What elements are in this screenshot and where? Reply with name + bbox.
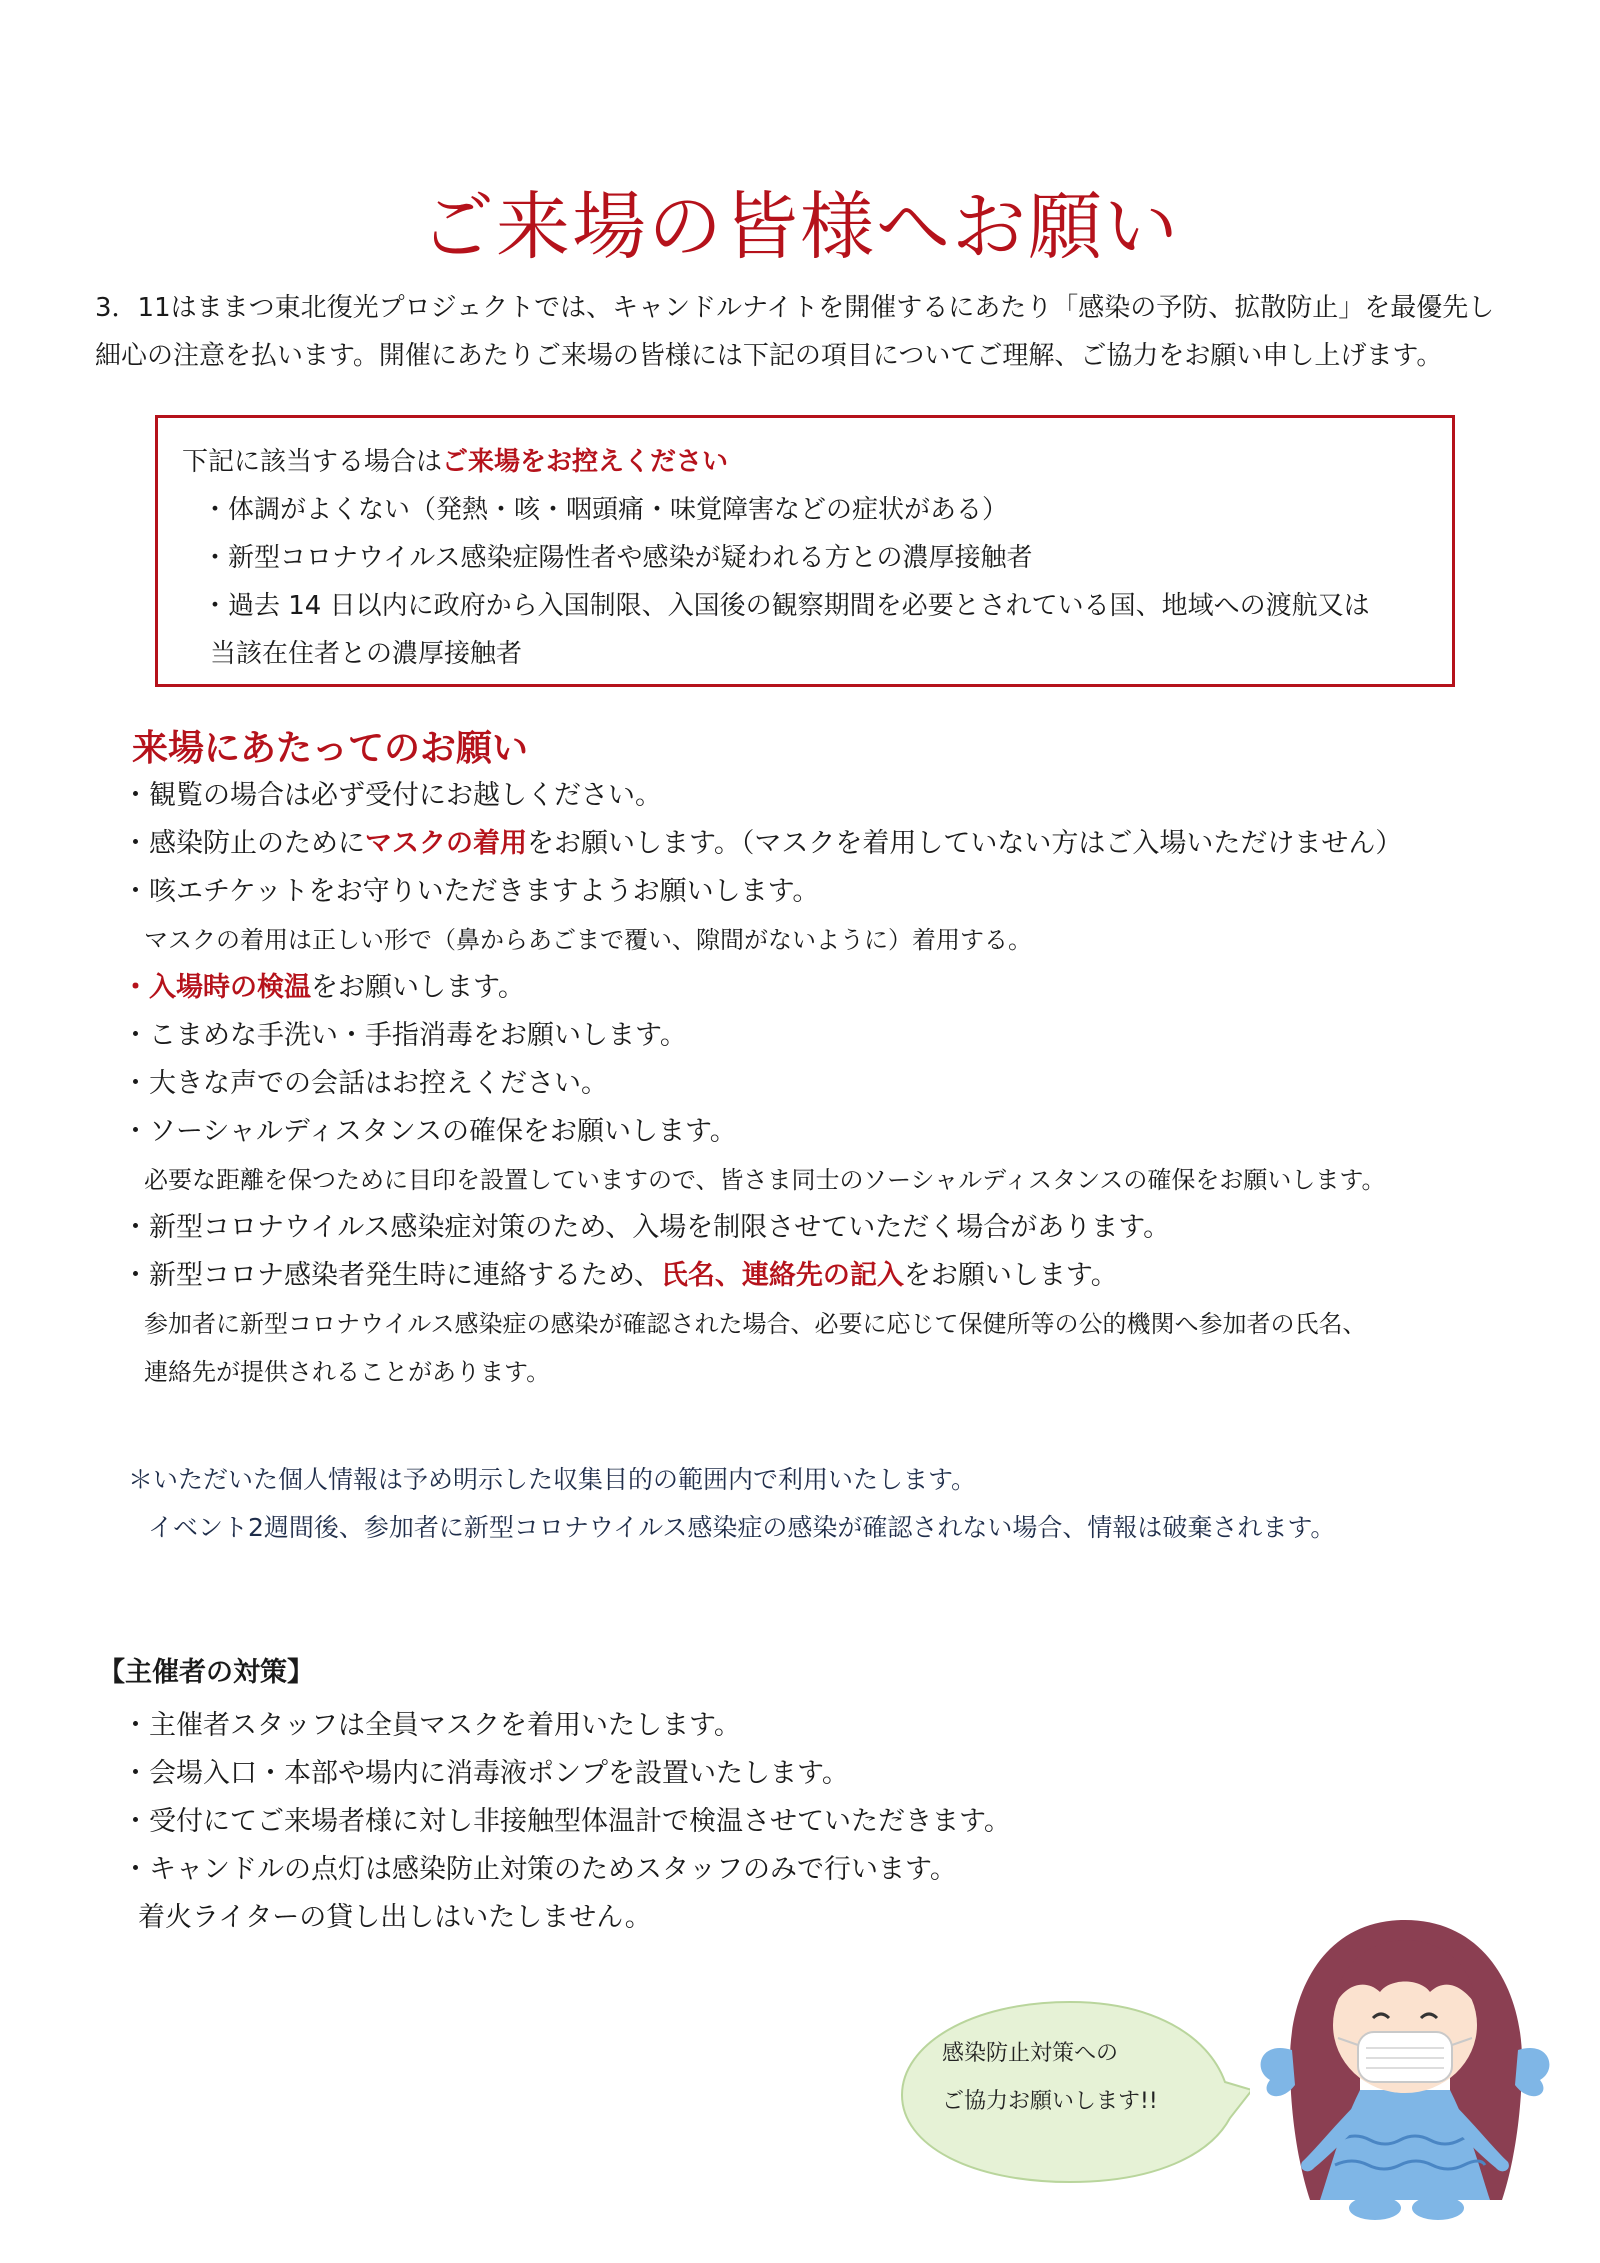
request-highlight: 連絡先の記入 bbox=[741, 1260, 904, 1291]
request-note: 必要な距離を保つために目印を設置していますので、皆さま同士のソーシャルディスタンスの確保をお願いします。 bbox=[144, 1166, 1386, 1194]
organizer-item: ・主催者スタッフは全員マスクを着用いたします。 bbox=[122, 1710, 741, 1741]
request-text: をお願いします。（マスクを着用していない方はご入場いただけません） bbox=[527, 828, 1403, 859]
privacy-line: イベント2週間後、参加者に新型コロナウイルス感染症の感染が確認されない場合、情報は破棄されます。 bbox=[148, 1513, 1336, 1542]
privacy-notice bbox=[128, 1456, 1335, 1552]
request-text: をお願いします。 bbox=[311, 972, 525, 1003]
warning-item-continuation: 当該在住者との濃厚接触者 bbox=[210, 639, 523, 669]
request-note: 参加者に新型コロナウイルス感染症の感染が確認された場合、必要に応じて保健所等の公的機関へ参加者の氏名、 bbox=[144, 1310, 1367, 1338]
request-highlight-separator: 、 bbox=[714, 1260, 742, 1291]
warning-lead-text: 下記に該当する場合は bbox=[182, 447, 443, 477]
request-item bbox=[122, 964, 1562, 1012]
request-note: マスクの着用は正しい形で（鼻からあごまで覆い、隙間がないように）着用する。 bbox=[144, 926, 1032, 954]
organizer-heading: 【主催者の対策】 bbox=[98, 1657, 314, 1688]
request-item: ・観覧の場合は必ず受付にお越しください。 bbox=[122, 780, 662, 811]
requests-list bbox=[122, 772, 1562, 1396]
request-item: ・新型コロナウイルス感染症対策のため、入場を制限させていただく場合があります。 bbox=[122, 1212, 1171, 1243]
organizer-measures-list bbox=[122, 1702, 1011, 1942]
organizer-item: ・受付にてご来場者様に対し非接触型体温計で検温させていただきます。 bbox=[122, 1806, 1011, 1837]
request-text: ・新型コロナ感染者発生時に連絡するため、 bbox=[122, 1260, 661, 1291]
request-highlight: マスクの着用 bbox=[365, 828, 527, 859]
request-item: ・ソーシャルディスタンスの確保をお願いします。 bbox=[122, 1116, 737, 1147]
request-note: 連絡先が提供されることがあります。 bbox=[144, 1358, 551, 1386]
privacy-line: ＊いただいた個人情報は予め明示した収集目的の範囲内で利用いたします。 bbox=[128, 1465, 977, 1494]
bubble-line: 感染防止対策への bbox=[942, 2041, 1119, 2066]
request-highlight: ・入場時の検温 bbox=[122, 972, 311, 1003]
request-item bbox=[122, 1252, 1562, 1300]
intro-paragraph bbox=[95, 284, 1535, 380]
warning-lead-emphasis: ご来場をお控えください bbox=[442, 447, 729, 477]
page-title: ご来場の皆様へお願い bbox=[420, 183, 1180, 270]
request-text: をお願いします。 bbox=[903, 1260, 1118, 1291]
request-item: ・咳エチケットをお守りいただきますようお願いします。 bbox=[122, 876, 820, 907]
organizer-item-continuation: 着火ライターの貸し出しはいたしません。 bbox=[138, 1902, 652, 1933]
organizer-item: ・キャンドルの点灯は感染防止対策のためスタッフのみで行います。 bbox=[122, 1854, 957, 1885]
intro-line: 細心の注意を払います。開催にあたりご来場の皆様には下記の項目についてご理解、ご協力をお願い申し上げます。 bbox=[95, 341, 1443, 371]
intro-line: 3．11はままつ東北復光プロジェクトでは、キャンドルナイトを開催するにあたり「感染の予防、拡散防止」を最優先し bbox=[95, 293, 1495, 323]
organizer-item: ・会場入口・本部や場内に消毒液ポンプを設置いたします。 bbox=[122, 1758, 849, 1789]
request-item: ・こまめな手洗い・手指消毒をお願いします。 bbox=[122, 1020, 687, 1051]
request-item bbox=[122, 820, 1562, 868]
warning-item: ・過去 14 日以内に政府から入国制限、入国後の観察期間を必要とされている国、地域への渡航又は bbox=[202, 591, 1370, 621]
request-item: ・大きな声での会話はお控えください。 bbox=[122, 1068, 608, 1099]
bubble-line: ご協力お願いします!! bbox=[942, 2089, 1158, 2114]
speech-bubble-text bbox=[942, 2030, 1158, 2126]
request-highlight: 氏名 bbox=[660, 1260, 715, 1291]
warning-lead bbox=[182, 438, 1452, 486]
do-not-attend-box bbox=[155, 415, 1455, 687]
amabie-mascot-illustration bbox=[1240, 1900, 1570, 2230]
request-text: ・感染防止のために bbox=[122, 828, 365, 859]
warning-item: ・新型コロナウイルス感染症陽性者や感染が疑われる方との濃厚接触者 bbox=[202, 543, 1033, 573]
requests-heading: 来場にあたってのお願い bbox=[132, 728, 529, 769]
warning-item: ・体調がよくない（発熱・咳・咽頭痛・味覚障害などの症状がある） bbox=[202, 495, 1009, 525]
speech-bubble bbox=[890, 1990, 1250, 2190]
